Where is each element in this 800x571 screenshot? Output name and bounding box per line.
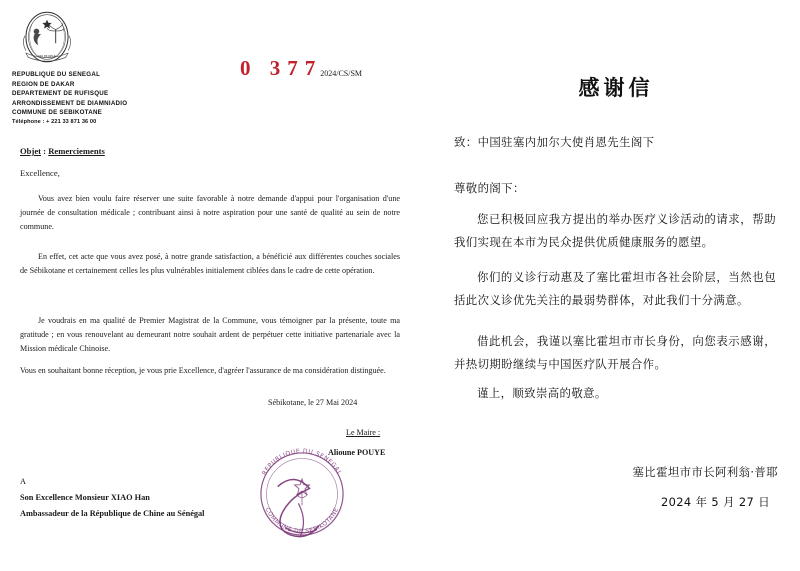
chinese-paragraph-4: 谨上，顺致崇高的敬意。 — [477, 386, 607, 400]
chinese-date: 2024 年 5 月 27 日 — [660, 495, 770, 509]
place-and-date: Sébikotane, le 27 Mai 2024 — [268, 398, 358, 407]
paragraph-1: Vous avez bien voulu faire réserver une suite favorable à notre demande d'appui pour l'organisation d'une journée de consultation médicale ; contribuant ainsi à notre aspiration pour une santé de qualité au sein de notre commune. — [20, 194, 400, 231]
chinese-greeting: 尊敬的阁下： — [454, 181, 525, 195]
svg-text:COMMUNE DE SEBIKOTANE: COMMUNE DE SEBIKOTANE — [263, 506, 341, 536]
coat-of-arms-icon — [16, 6, 78, 68]
chinese-paragraph-1: 您已积极回应我方提出的举办医疗义诊活动的请求，帮助我们实现在本市为民众提供优质健康服务的愿望。 — [454, 212, 776, 249]
svg-text:UN PEUPLE: UN PEUPLE — [38, 54, 56, 59]
reference-suffix: 2024/CS/SM — [320, 69, 363, 78]
chinese-paragraph-3: 借此机会，我谨以塞比霍坦市市长身份，向您表示感谢，并热切期盼继续与中国医疗队开展合作。 — [454, 334, 776, 371]
chinese-addressee: 致：中国驻塞内加尔大使肖恩先生阁下 — [454, 135, 655, 149]
letterhead-line-5: COMMUNE DE SEBIKOTANE — [12, 109, 103, 117]
addressee-block — [20, 474, 205, 523]
subject-line — [20, 146, 105, 156]
signer-name: Alioune POUYE — [328, 448, 386, 457]
addressee-role: Ambassadeur de la République de Chine au Sénégal — [20, 509, 205, 519]
reference-number-line — [240, 58, 362, 79]
subject-value: Remerciements — [48, 146, 105, 156]
addressee-line-a: A — [20, 477, 26, 486]
paragraph-4: Vous en souhaitant bonne réception, je vous prie Excellence, d'agréer l'assurance de ma considération distinguée. — [20, 366, 386, 375]
paragraph-3: Je voudrais en ma qualité de Premier Magistrat de la Commune, vous témoigner par la présente, toute ma gratitude ; en vous renouvelant au demeurant notre souhait ardent de perpétuer cette initiative partenariale avec la Mission médicale Chinoise. — [20, 316, 400, 353]
official-stamp — [246, 438, 358, 550]
subject-separator: : — [41, 146, 49, 156]
salutation: Excellence, — [20, 168, 60, 178]
svg-text:REPUBLIQUE DU SENEGAL: REPUBLIQUE DU SENEGAL — [260, 447, 344, 477]
signer-title: Le Maire : — [346, 428, 381, 437]
chinese-signer: 塞比霍坦市市长阿利翁·普耶 — [632, 465, 778, 479]
letterhead-line-2: REGION DE DAKAR — [12, 80, 75, 88]
paragraph-2: En effet, cet acte que vous avez posé, à notre grande satisfaction, a bénéficié aux différentes couches sociales de Sébikotane et certainement celles les plus vulnérables initialement ciblées dans le cadre de cette opération. — [20, 252, 400, 275]
chinese-title: 感谢信 — [578, 76, 654, 100]
subject-label: Objet — [20, 146, 42, 156]
letterhead-line-1: REPUBLIQUE DU SENEGAL — [12, 71, 101, 78]
pane-divider — [430, 0, 431, 571]
chinese-paragraph-2: 你们的义诊行动惠及了塞比霍坦市各社会阶层，当然也包括此次义诊优先关注的最弱势群体，对此我们十分满意。 — [454, 270, 776, 307]
letterhead-line-4: ARRONDISSEMENT DE DIAMNIADIO — [12, 99, 128, 107]
addressee-name: Son Excellence Monsieur XIAO Han — [20, 493, 150, 503]
reference-number: 0 377 — [240, 56, 323, 80]
letterhead-phone: Téléphone : + 221 33 871 36 00 — [12, 119, 97, 126]
letterhead-block — [12, 70, 212, 127]
letterhead-line-3: DEPARTEMENT DE RUFISQUE — [12, 90, 109, 98]
chinese-translation-pane — [432, 0, 800, 571]
